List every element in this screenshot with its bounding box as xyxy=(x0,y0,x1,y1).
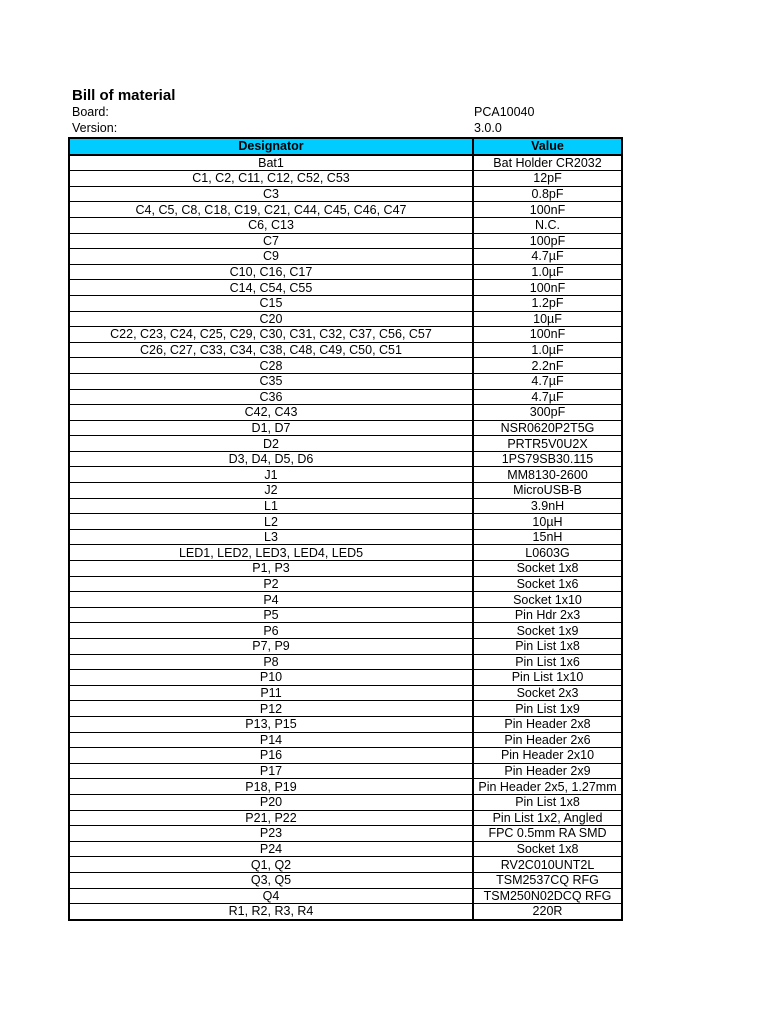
value-cell: 100nF xyxy=(473,327,622,343)
header-designator: Designator xyxy=(69,138,473,155)
table-row xyxy=(69,763,622,779)
value-cell: Pin Header 2x6 xyxy=(473,732,622,748)
designator-cell: C3 xyxy=(69,186,473,202)
designator-cell: L1 xyxy=(69,498,473,514)
designator-cell: P4 xyxy=(69,592,473,608)
designator-cell: C7 xyxy=(69,233,473,249)
board-label: Board: xyxy=(72,105,109,119)
value-cell: 100nF xyxy=(473,202,622,218)
designator-cell: P1, P3 xyxy=(69,561,473,577)
table-row xyxy=(69,794,622,810)
value-cell: 1PS79SB30.115 xyxy=(473,451,622,467)
table-row xyxy=(69,389,622,405)
designator-cell: D2 xyxy=(69,436,473,452)
value-cell: 10µH xyxy=(473,514,622,530)
table-row xyxy=(69,373,622,389)
table-row xyxy=(69,467,622,483)
designator-cell: C35 xyxy=(69,373,473,389)
designator-cell: C9 xyxy=(69,249,473,265)
table-row xyxy=(69,701,622,717)
designator-cell: C36 xyxy=(69,389,473,405)
designator-cell: L2 xyxy=(69,514,473,530)
table-row xyxy=(69,904,622,920)
designator-cell: P8 xyxy=(69,654,473,670)
value-cell: Socket 1x8 xyxy=(473,841,622,857)
value-cell: 220R xyxy=(473,904,622,920)
designator-cell: Q1, Q2 xyxy=(69,857,473,873)
table-row xyxy=(69,233,622,249)
table-row xyxy=(69,654,622,670)
table-row xyxy=(69,311,622,327)
designator-cell: D3, D4, D5, D6 xyxy=(69,451,473,467)
designator-cell: C26, C27, C33, C34, C38, C48, C49, C50, C51 xyxy=(69,342,473,358)
designator-cell: J2 xyxy=(69,483,473,499)
table-row xyxy=(69,217,622,233)
table-row xyxy=(69,327,622,343)
table-row xyxy=(69,545,622,561)
value-cell: Pin List 1x8 xyxy=(473,639,622,655)
designator-cell: C28 xyxy=(69,358,473,374)
table-row xyxy=(69,857,622,873)
value-cell: Socket 1x6 xyxy=(473,576,622,592)
table-row xyxy=(69,420,622,436)
value-cell: Pin Header 2x8 xyxy=(473,716,622,732)
table-row xyxy=(69,342,622,358)
designator-cell: P17 xyxy=(69,763,473,779)
bom-table xyxy=(68,137,623,921)
designator-cell: C6, C13 xyxy=(69,217,473,233)
bom-table-body xyxy=(69,155,622,920)
designator-cell: Q3, Q5 xyxy=(69,872,473,888)
table-row xyxy=(69,576,622,592)
table-row xyxy=(69,716,622,732)
value-cell: TSM250N02DCQ RFG xyxy=(473,888,622,904)
table-row xyxy=(69,623,622,639)
designator-cell: C14, C54, C55 xyxy=(69,280,473,296)
value-cell: 2.2nF xyxy=(473,358,622,374)
value-cell: Pin Header 2x5, 1.27mm xyxy=(473,779,622,795)
table-row xyxy=(69,592,622,608)
table-row xyxy=(69,514,622,530)
value-cell: 4.7µF xyxy=(473,373,622,389)
value-cell: MicroUSB-B xyxy=(473,483,622,499)
value-cell: Pin List 1x2, Angled xyxy=(473,810,622,826)
designator-cell: P20 xyxy=(69,794,473,810)
table-row xyxy=(69,436,622,452)
designator-cell: J1 xyxy=(69,467,473,483)
table-row xyxy=(69,529,622,545)
designator-cell: P6 xyxy=(69,623,473,639)
version-value: 3.0.0 xyxy=(474,121,502,135)
value-cell: 4.7µF xyxy=(473,249,622,265)
value-cell: 100pF xyxy=(473,233,622,249)
designator-cell: D1, D7 xyxy=(69,420,473,436)
value-cell: Pin List 1x9 xyxy=(473,701,622,717)
value-cell: Socket 2x3 xyxy=(473,685,622,701)
table-row xyxy=(69,171,622,187)
value-cell: Pin List 1x8 xyxy=(473,794,622,810)
table-row xyxy=(69,295,622,311)
board-value: PCA10040 xyxy=(474,105,535,119)
table-row xyxy=(69,810,622,826)
designator-cell: C1, C2, C11, C12, C52, C53 xyxy=(69,171,473,187)
table-row xyxy=(69,748,622,764)
table-row xyxy=(69,607,622,623)
value-cell: Socket 1x10 xyxy=(473,592,622,608)
table-row xyxy=(69,639,622,655)
value-cell: 1.0µF xyxy=(473,264,622,280)
value-cell: MM8130-2600 xyxy=(473,467,622,483)
table-row xyxy=(69,280,622,296)
value-cell: TSM2537CQ RFG xyxy=(473,872,622,888)
designator-cell: C15 xyxy=(69,295,473,311)
designator-cell: P16 xyxy=(69,748,473,764)
value-cell: 15nH xyxy=(473,529,622,545)
value-cell: N.C. xyxy=(473,217,622,233)
designator-cell: P21, P22 xyxy=(69,810,473,826)
designator-cell: L3 xyxy=(69,529,473,545)
table-row xyxy=(69,358,622,374)
value-cell: 300pF xyxy=(473,405,622,421)
document-title: Bill of material xyxy=(72,87,176,104)
value-cell: 0.8pF xyxy=(473,186,622,202)
table-row xyxy=(69,685,622,701)
value-cell: Bat Holder CR2032 xyxy=(473,155,622,171)
table-row xyxy=(69,155,622,171)
value-cell: NSR0620P2T5G xyxy=(473,420,622,436)
designator-cell: C4, C5, C8, C18, C19, C21, C44, C45, C46, C47 xyxy=(69,202,473,218)
version-label: Version: xyxy=(72,121,118,135)
table-row xyxy=(69,405,622,421)
designator-cell: C22, C23, C24, C25, C29, C30, C31, C32, C37, C56, C57 xyxy=(69,327,473,343)
value-cell: Pin List 1x10 xyxy=(473,670,622,686)
value-cell: 100nF xyxy=(473,280,622,296)
header-value: Value xyxy=(473,138,622,155)
value-cell: 12pF xyxy=(473,171,622,187)
designator-cell: P18, P19 xyxy=(69,779,473,795)
value-cell: Pin Header 2x10 xyxy=(473,748,622,764)
table-row xyxy=(69,186,622,202)
designator-cell: P7, P9 xyxy=(69,639,473,655)
table-row xyxy=(69,888,622,904)
table-row xyxy=(69,202,622,218)
table-row xyxy=(69,451,622,467)
table-row xyxy=(69,779,622,795)
value-cell: Socket 1x9 xyxy=(473,623,622,639)
table-row xyxy=(69,670,622,686)
table-row xyxy=(69,872,622,888)
designator-cell: Q4 xyxy=(69,888,473,904)
table-header-row xyxy=(69,138,622,155)
designator-cell: P23 xyxy=(69,826,473,842)
value-cell: 4.7µF xyxy=(473,389,622,405)
table-row xyxy=(69,264,622,280)
value-cell: PRTR5V0U2X xyxy=(473,436,622,452)
designator-cell: Bat1 xyxy=(69,155,473,171)
designator-cell: P11 xyxy=(69,685,473,701)
value-cell: Pin Hdr 2x3 xyxy=(473,607,622,623)
value-cell: Socket 1x8 xyxy=(473,561,622,577)
table-row xyxy=(69,732,622,748)
designator-cell: C42, C43 xyxy=(69,405,473,421)
designator-cell: P24 xyxy=(69,841,473,857)
designator-cell: R1, R2, R3, R4 xyxy=(69,904,473,920)
designator-cell: C20 xyxy=(69,311,473,327)
designator-cell: P2 xyxy=(69,576,473,592)
value-cell: 10µF xyxy=(473,311,622,327)
designator-cell: P12 xyxy=(69,701,473,717)
value-cell: Pin Header 2x9 xyxy=(473,763,622,779)
designator-cell: C10, C16, C17 xyxy=(69,264,473,280)
value-cell: 1.2pF xyxy=(473,295,622,311)
table-row xyxy=(69,249,622,265)
designator-cell: P13, P15 xyxy=(69,716,473,732)
table-row xyxy=(69,561,622,577)
value-cell: FPC 0.5mm RA SMD xyxy=(473,826,622,842)
value-cell: RV2C010UNT2L xyxy=(473,857,622,873)
table-row xyxy=(69,498,622,514)
value-cell: 1.0µF xyxy=(473,342,622,358)
table-row xyxy=(69,841,622,857)
value-cell: Pin List 1x6 xyxy=(473,654,622,670)
table-row xyxy=(69,483,622,499)
designator-cell: P14 xyxy=(69,732,473,748)
designator-cell: P10 xyxy=(69,670,473,686)
designator-cell: LED1, LED2, LED3, LED4, LED5 xyxy=(69,545,473,561)
value-cell: L0603G xyxy=(473,545,622,561)
table-row xyxy=(69,826,622,842)
value-cell: 3.9nH xyxy=(473,498,622,514)
designator-cell: P5 xyxy=(69,607,473,623)
